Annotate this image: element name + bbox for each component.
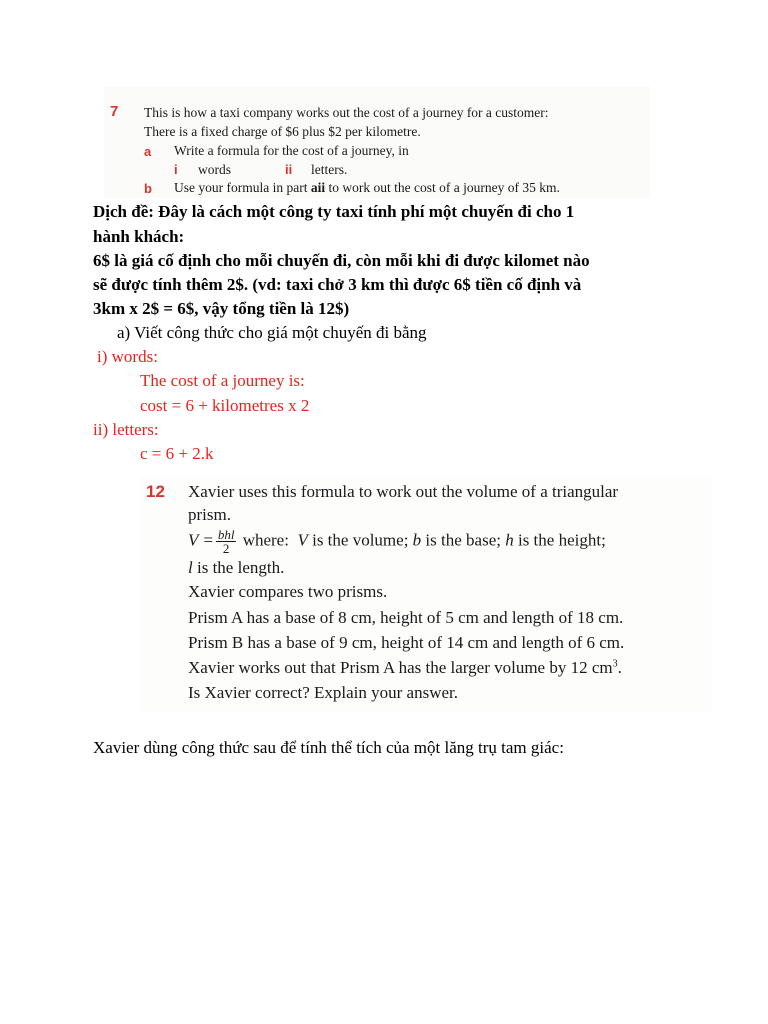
part-a-text: Write a formula for the cost of a journey, in: [174, 143, 409, 158]
sub-i-label: i: [174, 162, 178, 177]
translation-line-1: Dịch đề: Đây là cách một công ty taxi tính phí một chuyến đi cho 1: [93, 202, 575, 221]
problem-12-line-1: Xavier uses this formula to work out the volume of a triangular: [188, 482, 619, 501]
part-b-label: b: [144, 181, 152, 196]
answer-letters-label: ii) letters:: [93, 420, 159, 439]
answer-letters-formula: c = 6 + 2.k: [140, 444, 214, 463]
sub-i-text: words: [198, 162, 231, 177]
problem-12-line-2: prism.: [188, 505, 231, 524]
answer-words-label: i) words:: [97, 347, 158, 366]
problem-7-line-1: This is how a taxi company works out the cost of a journey for a customer:: [144, 105, 549, 120]
part-b-ref: aii: [310, 180, 326, 195]
problem-12-line-4: Xavier compares two prisms.: [188, 582, 388, 601]
problem-12-line-5: Prism A has a base of 8 cm, height of 5 cm and length of 18 cm.: [188, 608, 624, 627]
problem-7-image: [104, 86, 650, 198]
translation-line-2: hành khách:: [93, 227, 185, 246]
problem-number: 12: [146, 482, 165, 501]
translation-line-4: sẽ được tính thêm 2$. (vd: taxi chở 3 km thì được 6$ tiền cố định và: [93, 275, 582, 294]
problem-number: 7: [110, 103, 119, 120]
sub-ii-label: ii: [285, 162, 293, 177]
sub-ii-text: letters.: [311, 162, 348, 177]
translation-12-line-1: Xavier dùng công thức sau để tính thể tích của một lăng trụ tam giác:: [93, 738, 564, 757]
answer-words-line-1: The cost of a journey is:: [140, 371, 305, 390]
translation-line-3: 6$ là giá cố định cho mỗi chuyến đi, còn mỗi khi đi được kilomet nào: [93, 251, 590, 270]
formula-fraction: $\frac{\text{bhl}}{2}$: [217, 527, 235, 556]
problem-12-line-7: Xavier works out that Prism A has the larger volume by 12 $cm^3$.: [188, 658, 622, 677]
problem-12-line-8: Is Xavier correct? Explain your answer.: [188, 683, 458, 702]
answer-words-line-2: cost = 6 + kilometres x 2: [140, 396, 310, 415]
problem-7-line-2: There is a fixed charge of $6 plus $2 per kilometre.: [144, 124, 421, 139]
translation-part-a: a) Viết công thức cho giá một chuyến đi bằng: [117, 323, 427, 342]
problem-12-image: [140, 476, 712, 712]
translation-line-5: 3km x 2$ = 6$, vậy tổng tiền là 12$): [93, 299, 350, 318]
formula-line-2: l is the length.: [188, 558, 285, 577]
part-b-text: Use your formula in part aii to work out the cost of a journey of 35 km.: [174, 180, 560, 195]
problem-12-line-6: Prism B has a base of 9 cm, height of 14 cm and length of 6 cm.: [188, 633, 625, 652]
formula-line: V = $\frac{\text{bhl}}{2}$ where: V is the volume; b is the base; h is the height;: [188, 527, 606, 556]
part-a-label: a: [144, 144, 152, 159]
